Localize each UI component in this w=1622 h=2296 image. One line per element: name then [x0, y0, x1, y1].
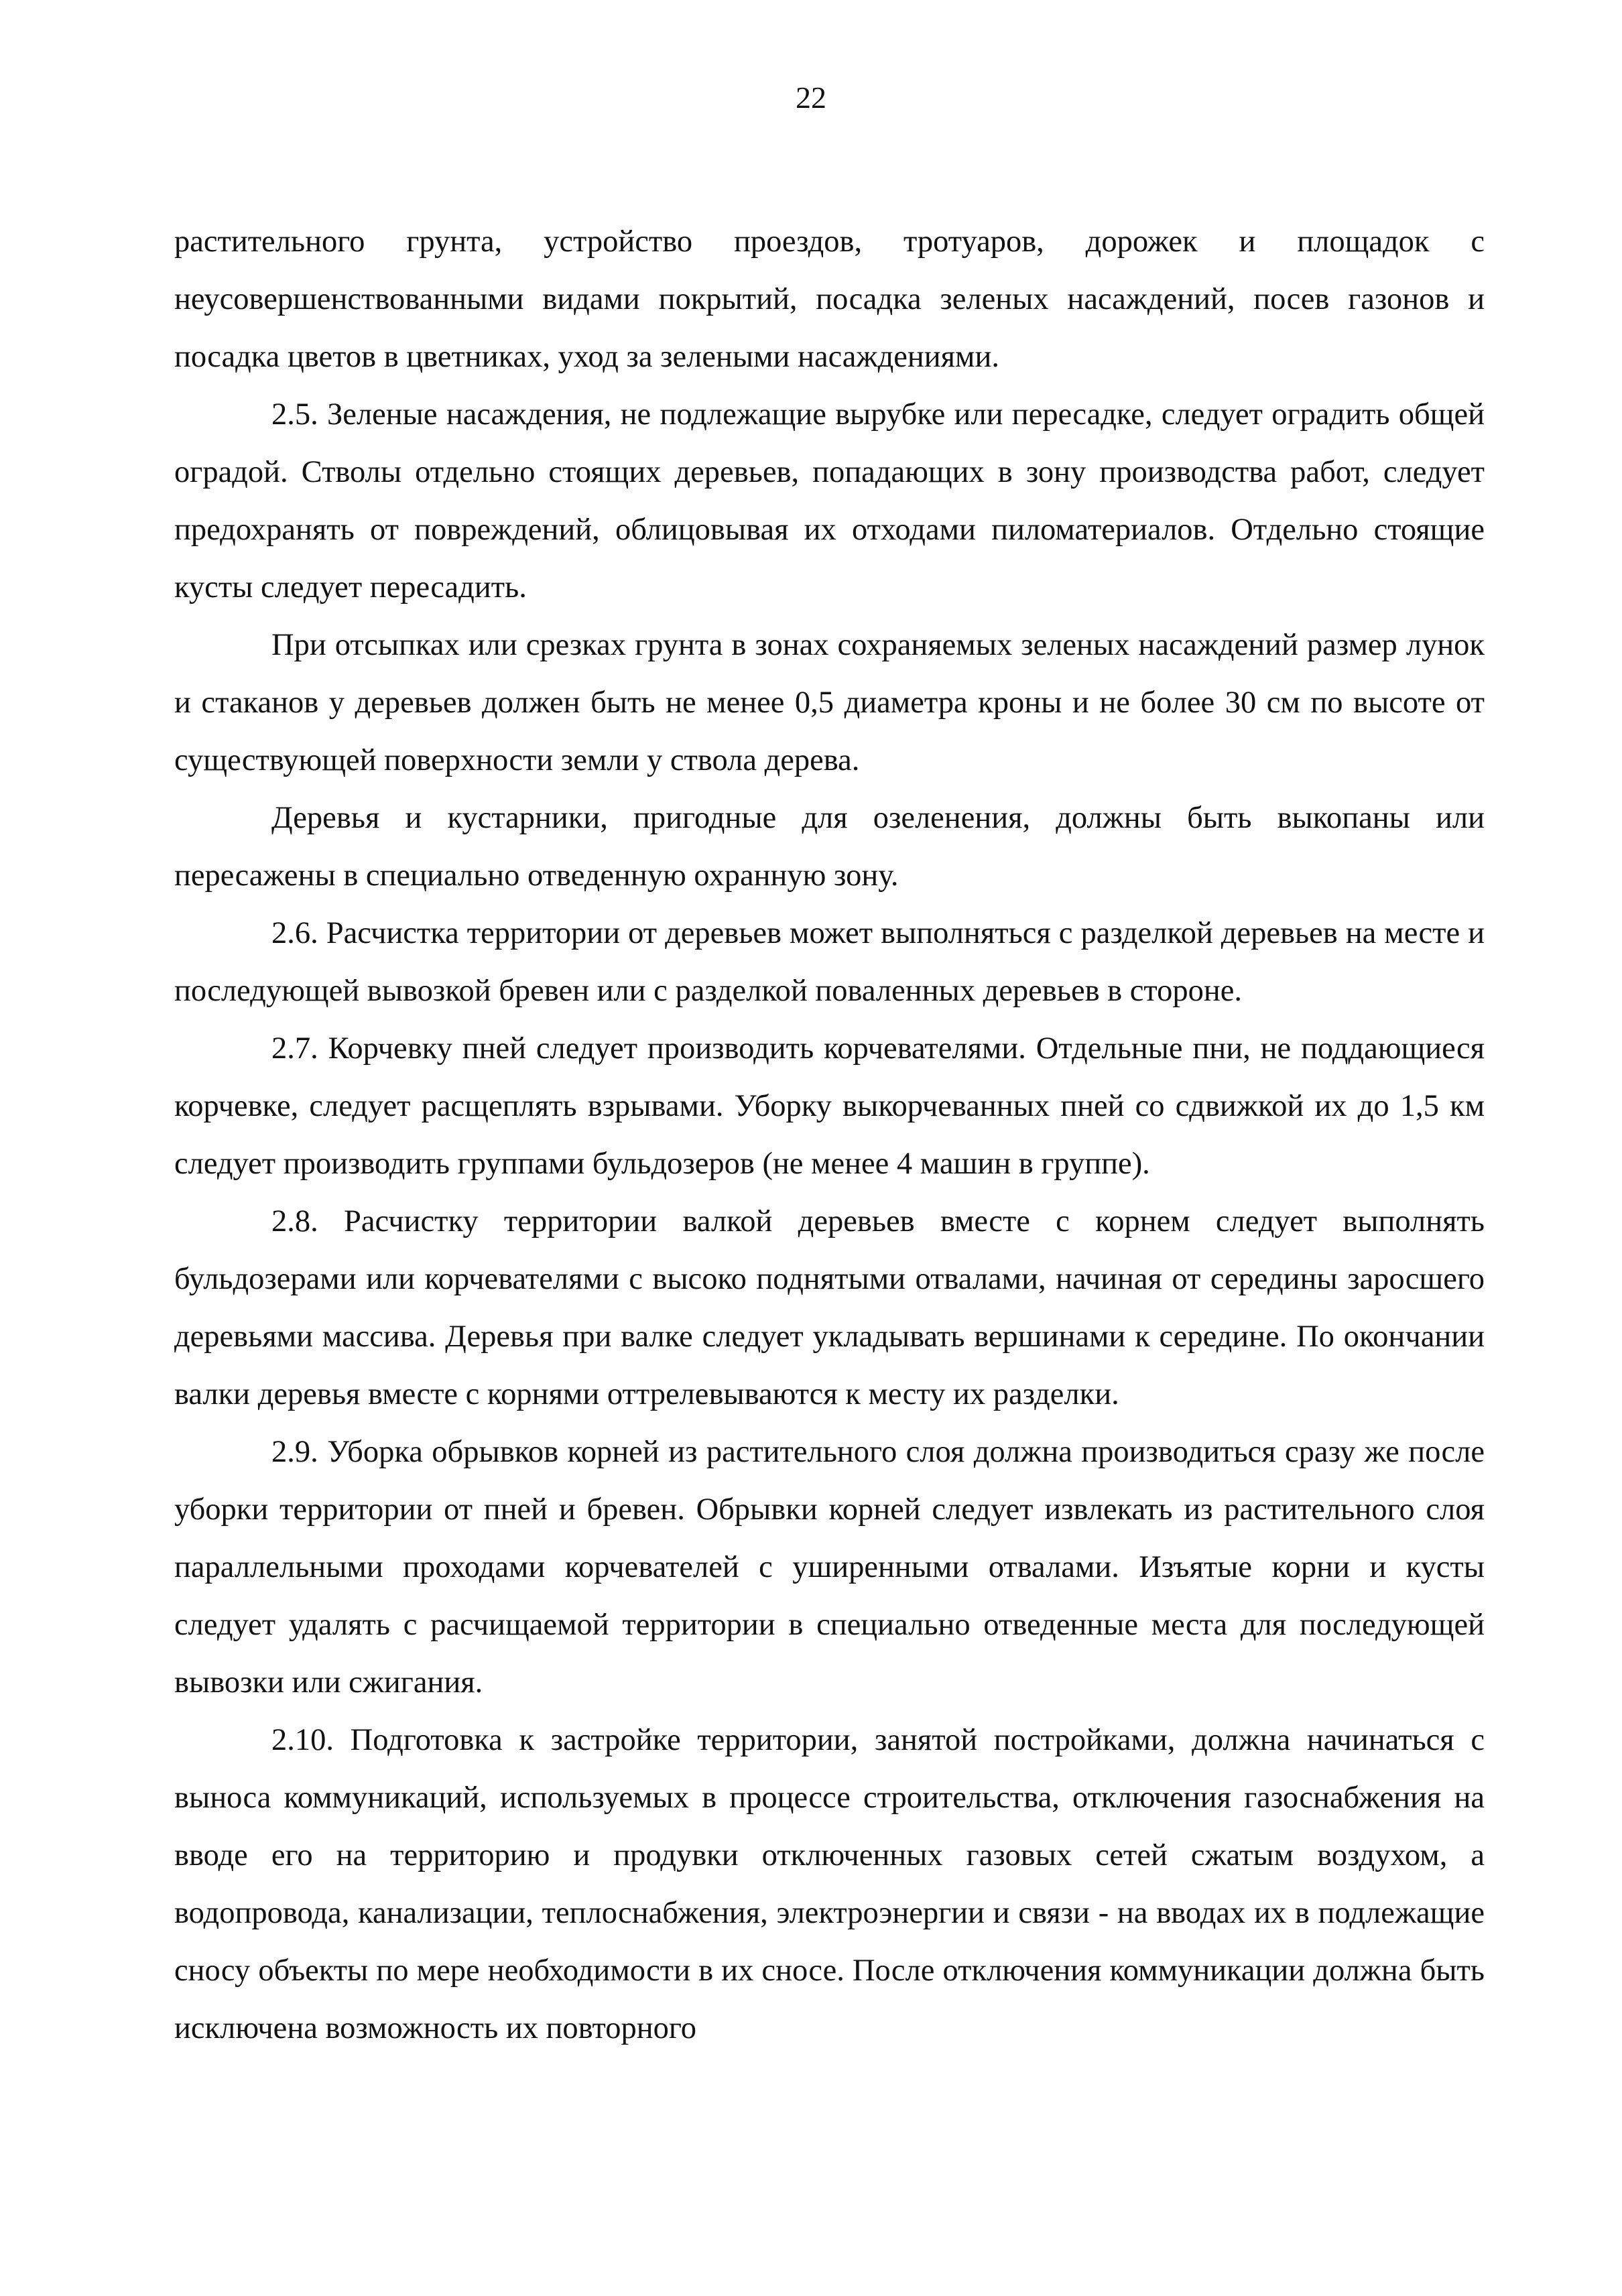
- page-number: 22: [796, 80, 826, 115]
- document-body: [174, 213, 1485, 2057]
- paragraph-2-10: 2.10. Подготовка к застройке территории, занятой постройками, должна начинаться с выноса коммуникаций, используемых в процессе строительства, отключения газоснабжения на вводе его на территорию и продувки отключенных газовых сетей сжатым воздухом, а водопровода, канализации, теплоснабжения, электроэнергии и связи - на вводах их в подлежащие сносу объекты по мере необходимости в их сносе. После отключения коммуникации должна быть исключена возможность их повторного: [174, 1723, 1485, 2045]
- paragraph-2-6: 2.6. Расчистка территории от деревьев может выполняться с разделкой деревьев на месте и последующей вывозкой бревен или с разделкой поваленных деревьев в стороне.: [174, 916, 1485, 1008]
- paragraph-2-7: 2.7. Корчевку пней следует производить корчевателями. Отдельные пни, не поддающиеся корчевке, следует расщеплять взрывами. Уборку выкорчеванных пней со сдвижкой их до 1,5 км следует производить группами бульдозеров (не менее 4 машин в группе).: [174, 1031, 1485, 1181]
- paragraph-2-8: 2.8. Расчистку территории валкой деревьев вместе с корнем следует выполнять бульдозерами или корчевателями с высоко поднятыми отвалами, начиная от середины заросшего деревьями массива. Деревья при валке следует укладывать вершинами к середине. По окончании валки деревья вместе с корнями оттрелевываются к месту их разделки.: [174, 1204, 1485, 1411]
- paragraph-trees-shrubs: Деревья и кустарники, пригодные для озеленения, должны быть выкопаны или пересажены в специально отведенную охранную зону.: [174, 801, 1485, 893]
- paragraph-soil-fill: При отсыпках или срезках грунта в зонах сохраняемых зеленых насаждений размер лунок и стаканов у деревьев должен быть не менее 0,5 диаметра кроны и не более 30 см по высоте от существующей поверхности земли у ствола дерева.: [174, 628, 1485, 777]
- paragraph-continuation: растительного грунта, устройство проездов, тротуаров, дорожек и площадок с неусовершенствованными видами покрытий, посадка зеленых насаждений, посев газонов и посадка цветов в цветниках, уход за зелеными насаждениями.: [174, 225, 1485, 374]
- paragraph-2-9: 2.9. Уборка обрывков корней из растительного слоя должна производиться сразу же после уборки территории от пней и бревен. Обрывки корней следует извлекать из растительного слоя параллельными проходами корчевателей с уширенными отвалами. Изъятые корни и кусты следует удалять с расчищаемой территории в специально отведенные места для последующей вывозки или сжигания.: [174, 1435, 1485, 1700]
- paragraph-2-5: 2.5. Зеленые насаждения, не подлежащие вырубке или пересадке, следует оградить общей оградой. Стволы отдельно стоящих деревьев, попадающих в зону производства работ, следует предохранять от повреждений, облицовывая их отходами пиломатериалов. Отдельно стоящие кусты следует пересадить.: [174, 397, 1485, 604]
